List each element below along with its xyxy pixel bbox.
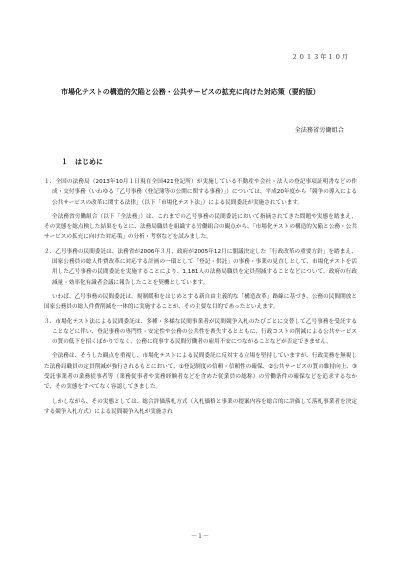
section-title: はじめに: [75, 158, 103, 166]
paragraph: しかしながら、その実態としては、総合評価落札方式（入札価格と事業の提案内容を総合的に評価して落札事業者を決定する競争入札方式）による民間競争入札が実施され: [44, 398, 357, 415]
paragraph: ２．乙号事務の民間委託は、法務省が2006年３月、政府が2005年12月に閣議決定した「行政改革の重要方針」を踏まえ、国家公務員の総人件費改革に対応する計画の一環として「登記・供託」の事務・事業の見直しとして、市場化テストを活用した乙号事務の民間委託を実施することにより、1,181人の法務局職員を定員削減することなどについて、政府の行政減量・効率化有識者会議に報告したことを契機としています。: [44, 248, 357, 286]
paragraph: いわば、乙号事務の民間委託は、規制緩和をはじめとする新自由主義的な「構造改革」路線に基づき、公務の民間開放と国家公務員の総人件費削減を一体的に実施することが、その主要な目的であったといえます。: [44, 293, 357, 311]
organization-name: 全法務省労働組合: [294, 127, 344, 134]
document-body: [44, 177, 357, 421]
page-number: －１－: [190, 533, 209, 540]
section-heading: [61, 157, 103, 167]
paragraph: 全法務は、そうした観点を重視し、市場化テストによる民間委託に反対する立場を堅持していますが、行政実務を無視した法務局職員の定員削減が強行されるもとにおいて、①登記制度の信頼・信頼性の確保、②公共サービスの質の維持向上、③受託事業者の業務従事者等（業務従事者や実務経験者などを含めた従業員の総称）の労働条件の確保などを追求するなかで、その実態をすべてなく容認してきました。: [44, 353, 357, 391]
paragraph: １．全国の法務局（2013年10月１日現在全国421登記所）が実施している不動産や会社・法人の登記事項証明書などの作成・交付事務（いわゆる「乙号事務（登記簿等の公開に関する事務）」）については、平成20年度から「競争の導入による公共サービスの改革に関する法律」（以下「市場化テスト法」）による民間委託が実施されています。: [44, 179, 357, 206]
paragraph: ３．市場化テスト法による民間委託は、多種・多様な民間事業者が民間競争入札のたびごとに交替して乙号事務を受託することなどに伴い、登記事務の専門性・安定性や公務の公共性を喪失するとともに、行政コストの削減による公共サービスの質の低下を招くばかりでなく、公務に従事する民間労働者の雇用不安につながることなどが否定できません。: [44, 318, 357, 346]
paragraph: 全法務省労働組合（以下「全法務」）は、これまでの乙号事務の民間委託において指摘されてきた問題や実態を踏まえ、その実態を総点検した結果をもとに、法務局職員を組織する労働組合の観点から、「市場化テストの構造的欠陥と公務・公共サービスの拡充に向けた対応策」の分析・考察などを試みました。: [44, 213, 357, 241]
document-date: ２０１３年１０月: [291, 54, 349, 61]
document-title: 市場化テストの構造的欠陥と公務・公共サービスの拡充に向けた対応策（要約版）: [61, 88, 320, 96]
section-number: １: [61, 158, 68, 166]
